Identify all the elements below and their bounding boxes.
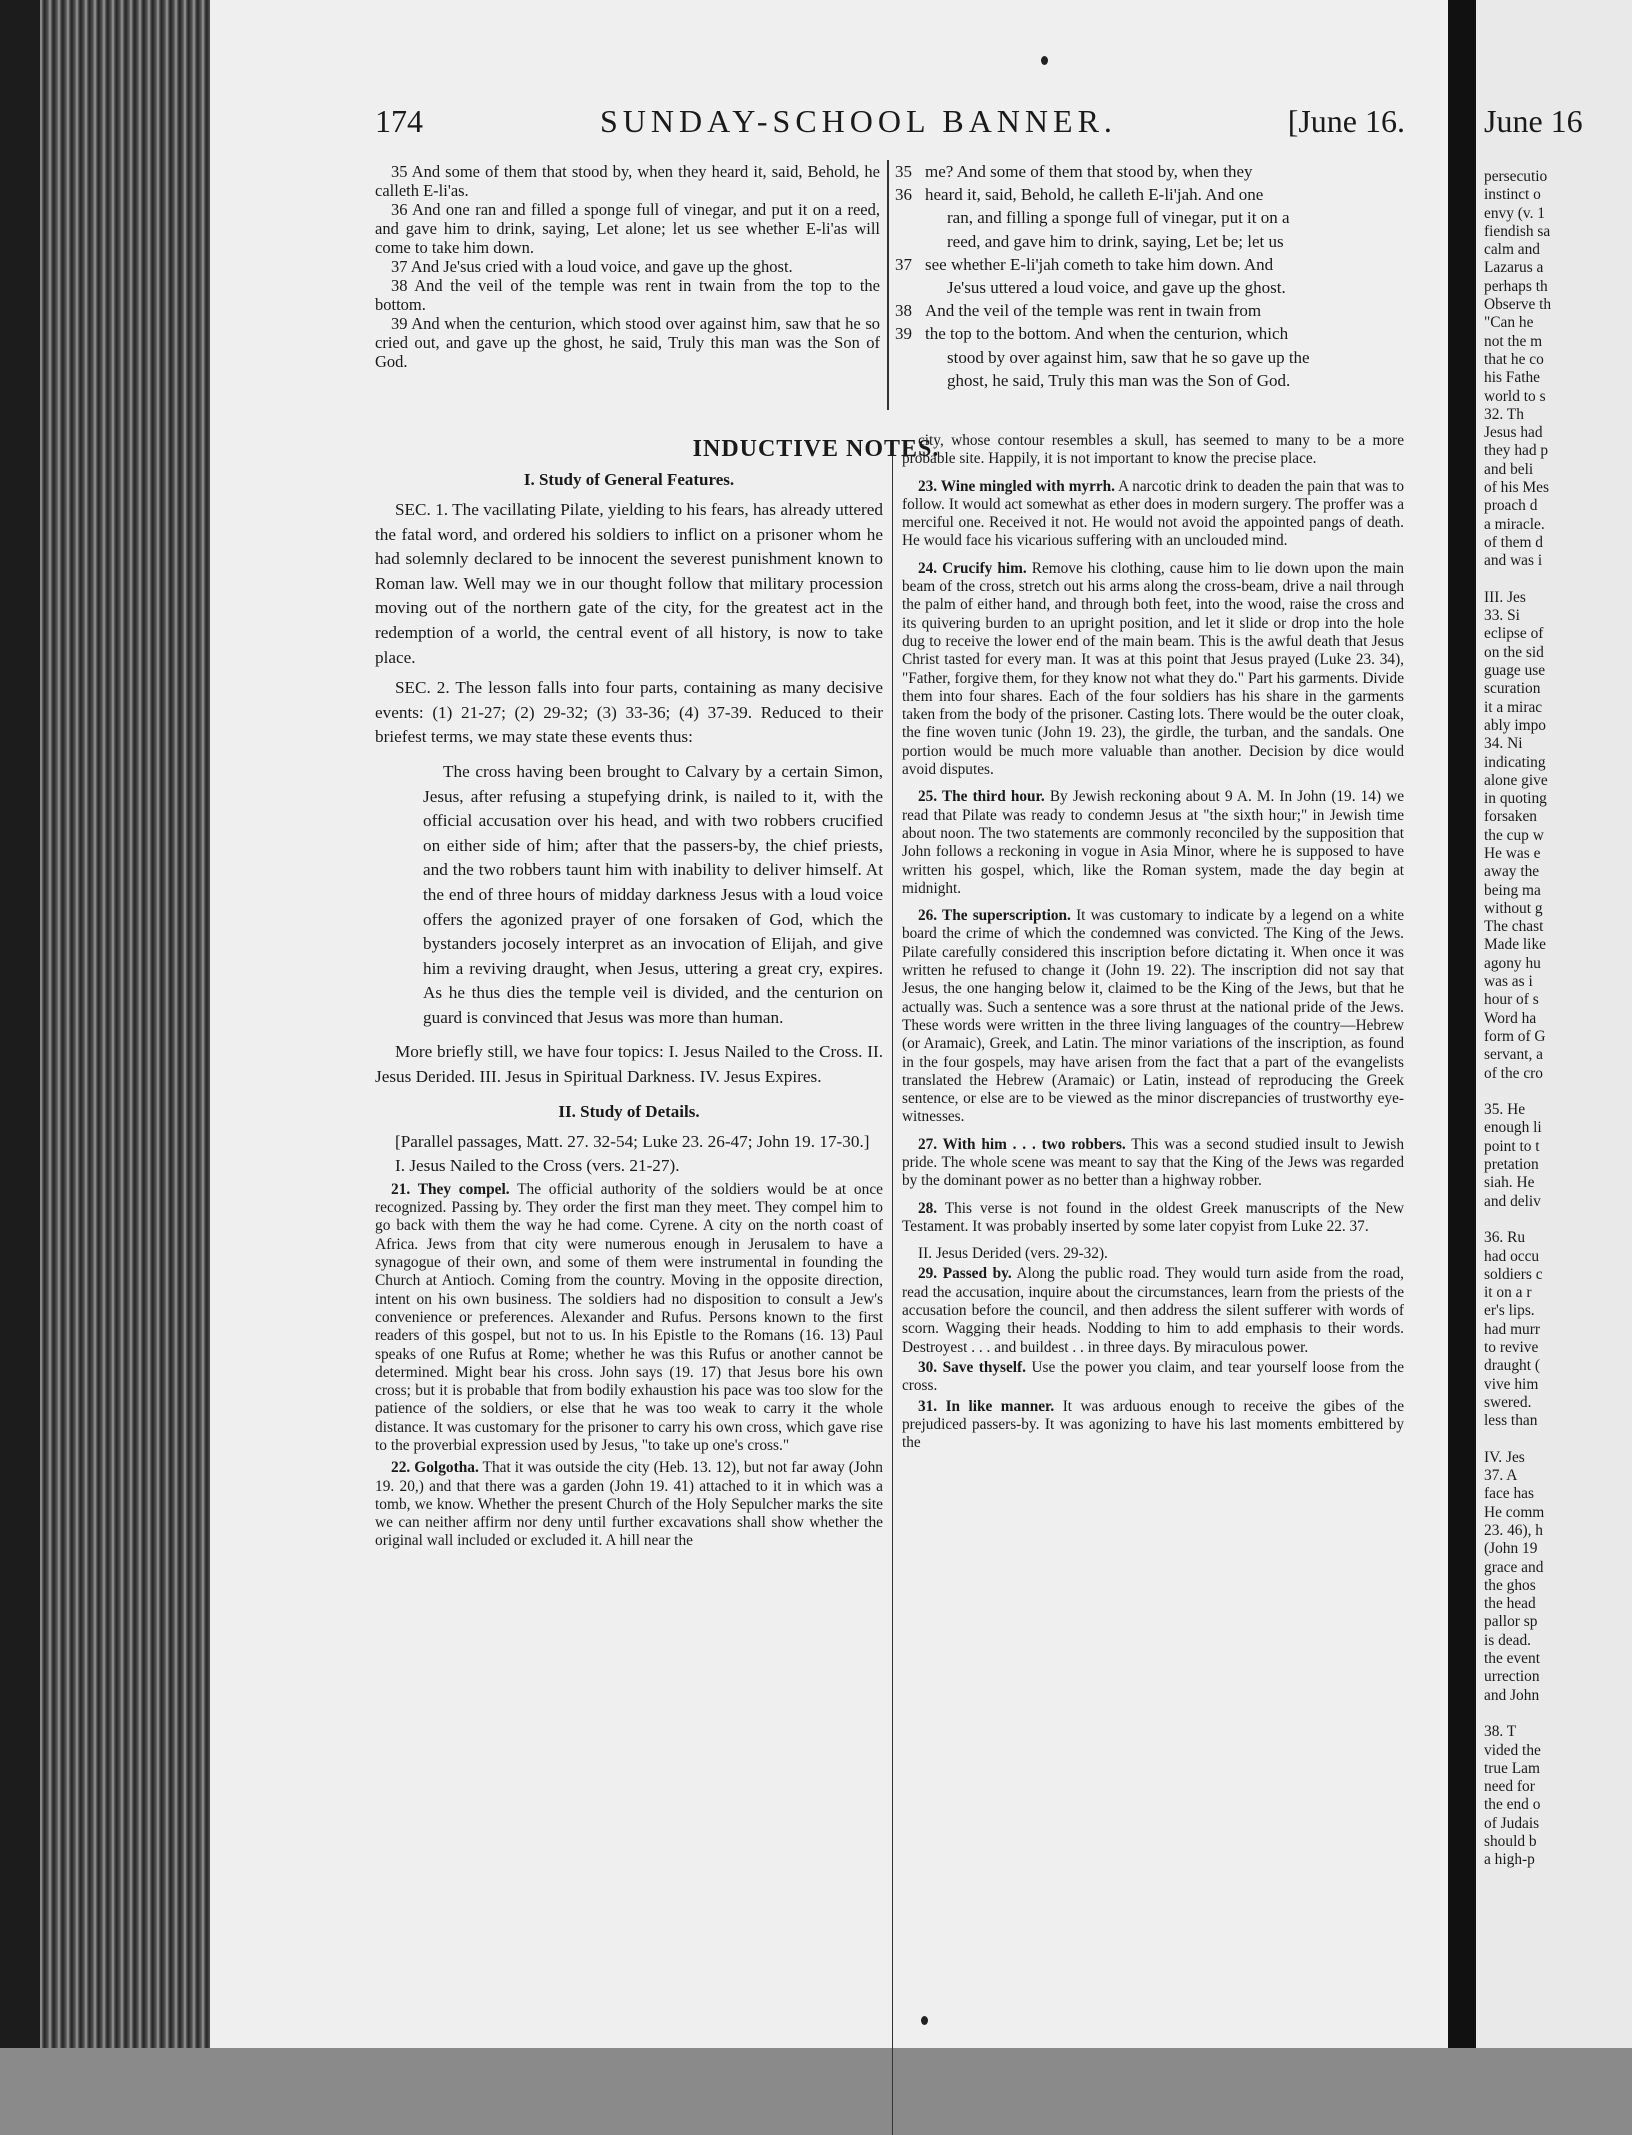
next-page-line: Word ha [1484, 1009, 1537, 1027]
next-page-line: servant, a [1484, 1046, 1543, 1064]
next-page-line: point to t [1484, 1137, 1540, 1155]
notes-right-column [902, 432, 1404, 1454]
next-page-line: guage use [1484, 662, 1546, 680]
next-page-line: indicating [1484, 753, 1546, 771]
next-page-line: 23. 46), h [1484, 1521, 1543, 1539]
next-page-line: and John [1484, 1686, 1540, 1704]
next-page-line: the cup w [1484, 826, 1544, 844]
running-head: SUNDAY-SCHOOL BANNER. [600, 103, 1117, 139]
header-date: [June 16. [1287, 103, 1405, 139]
note-26: 26. The superscription. It was customary to indicate by a legend on a white board the crime of which the condemned was convicted. The King of the Jews. Pilate carefully considered this inscription before dictating it. When once it was written he refused to change it (John 19. 22). The inscription did not say that Jesus, the one hanging below it, claimed to be the King of the Jews, but that he actually was. Such a sentence was a sore thrust at the national pride of the Jews. These words were written in the three living languages of the country—Hebrew (or Aramaic), Greek, and Latin. The minor variations of the inscription, as found in the four gospels, may have arisen from the fact that a part of the evangelists translated the Hebrew (Aramaic) or Latin, instead of reproducing the Greek sentence, or else are to be viewed as the minor discrepancies of trustworthy eye-witnesses. [902, 907, 1404, 1126]
note-28: 28. This verse is not found in the oldest Greek manuscripts of the New Testament. It was probably inserted by some later copyist from Luke 22. 37. [902, 1199, 1404, 1235]
next-page-line: calm and [1484, 241, 1540, 259]
next-page-line: should b [1484, 1833, 1537, 1851]
next-page-line: vided the [1484, 1741, 1541, 1759]
next-page-line: had murr [1484, 1320, 1540, 1338]
next-page-line: alone give [1484, 771, 1548, 789]
next-page-line: was as i [1484, 973, 1533, 991]
next-page-line: less than [1484, 1412, 1538, 1430]
column-rule [887, 160, 889, 410]
next-page-line: and beli [1484, 460, 1534, 478]
paragraph: More briefly still, we have four topics: I. Jesus Nailed to the Cross. II. Jesus Derided. III. Jesus in Spiritual Darkness. IV. Jesus Expires. [375, 1042, 883, 1087]
verse-line: 38 And the veil of the temple was rent in twain from [895, 301, 1262, 321]
next-page-line: is dead. [1484, 1631, 1532, 1649]
next-page-line: the ghos [1484, 1576, 1536, 1594]
ink-spot [1041, 56, 1048, 65]
continued-text: city, whose contour resembles a skull, has seemed to many to be a more probable site. Happily, it is not important to know the precise place. [902, 432, 1404, 468]
verse-line: 36 heard it, said, Behold, he calleth E-li'jah. And one [895, 185, 1264, 205]
next-page-line: it on a r [1484, 1284, 1532, 1302]
verse-line: reed, and gave him to drink, saying, Let be; let us [947, 231, 1284, 251]
verse: 39 And when the centurion, which stood over against him, saw that he so cried out, and gave up the ghost, he said, Truly this man was the Son of God. [375, 314, 880, 371]
next-page-line: instinct o [1484, 186, 1541, 204]
verse-line: ran, and filling a sponge full of vinegar, put it on a [947, 208, 1290, 228]
next-page-line: He comm [1484, 1503, 1545, 1521]
verse: 35 And some of them that stood by, when they heard it, said, Behold, he calleth E-li'as. [375, 162, 880, 200]
next-page-line: the head [1484, 1595, 1536, 1613]
next-page-line: a miracle. [1484, 515, 1545, 533]
verse-line: 39 the top to the bottom. And when the centurion, which [895, 324, 1289, 344]
note-22: 22. Golgotha. That it was outside the city (Heb. 13. 12), but not far away (John 19. 20,) and that there was a garden (John 19. 41) attached to it in which was a tomb, we know. Whether the present Church of the Holy Sepulcher marks the site we can neither affirm nor deny until further excavations shall show whether the original wall included or excluded it. A hill near the [375, 1459, 883, 1550]
next-page-line: the event [1484, 1650, 1540, 1668]
next-page-line: ably impo [1484, 716, 1546, 734]
next-page-line: away the [1484, 863, 1540, 881]
scripture-revised-version [895, 160, 1400, 392]
verse: 36 And one ran and filled a sponge full of vinegar, and put it on a reed, and gave him to drink, saying, Let alone; let us see whether E-li'as will come to take him down. [375, 200, 880, 257]
next-page-line: siah. He [1484, 1174, 1535, 1192]
next-page-line: true Lam [1484, 1759, 1540, 1777]
next-page-line [1484, 1083, 1632, 1101]
next-page-line [1484, 571, 1632, 589]
column-rule [892, 445, 893, 2135]
subheading: II. Jesus Derided (vers. 29-32). [918, 1245, 1108, 1263]
verse-line: 35 me? And some of them that stood by, when they [895, 162, 1253, 181]
next-page-line: and deliv [1484, 1192, 1541, 1210]
next-page-line [1484, 1211, 1632, 1229]
paragraph: SEC. 1. The vacillating Pilate, yielding to his fears, has already uttered the fatal word, and ordered his soldiers to inflict on a prisoner whom he had solemnly declared to be innocent the severest punishment known to Roman law. Well may we in our thought follow that military procession moving out of the northern gate of the city, for the greatest act in the redemption of a world, the central event of all history, is now to take place. [375, 500, 883, 667]
next-page-line: "Can he [1484, 314, 1534, 332]
summary-quote: The cross having been brought to Calvary by a certain Simon, Jesus, after refusing a stupefying drink, is nailed to it, with the official accusation over his head, and with two robbers crucified on either side of him; after that the passers-by, the chief priests, and the two robbers taunt him with inability to deliver himself. At the end of three hours of midday darkness Jesus with a loud voice offers the agonized prayer of one forsaken of God, which the bystanders jocosely interpret as an invocation of Elijah, and give him a reviving draught, when Jesus, uttering a great cry, expires. As he thus dies the temple veil is divided, and the centurion on guard is convinced that Jesus was more than human. [423, 761, 883, 1027]
next-page-line: pallor sp [1484, 1613, 1538, 1631]
next-page-line: in quoting [1484, 790, 1547, 808]
next-page-line: fiendish sa [1484, 222, 1551, 240]
next-page-line: He was e [1484, 844, 1541, 862]
note-23: 23. Wine mingled with myrrh. A narcotic drink to deaden the pain that was to follow. It would act somewhat as ether does in modern surgery. The proffer was a merciful one. Received it not. He would not avoid the appointed pangs of death. He would face his vicarious suffering with an unclouded mind. [902, 477, 1405, 550]
next-page-line: vive him [1484, 1375, 1539, 1393]
next-page-line: 33. Si [1484, 607, 1520, 625]
next-page-line: perhaps th [1484, 277, 1548, 295]
next-page-line: III. Jes [1484, 588, 1526, 606]
section-heading: II. Study of Details. [558, 1101, 700, 1121]
next-page-line: 37. A [1484, 1467, 1518, 1485]
next-page-line: 34. Ni [1484, 735, 1523, 753]
next-page-line: soldiers c [1484, 1265, 1543, 1283]
notes-left-column [375, 470, 883, 1551]
note-29: 29. Passed by. Along the public road. They would turn aside from the road, read the accusation, inquire about the circumstances, learn from the priests of the accusation before the council, and then address the silent sufferer with words of scorn. Wagging their heads. Nodding to him to add emphasis to their words. Destroyest . . . and buildest . . in three days. By miraculous power. [902, 1265, 1404, 1356]
next-page-line: without g [1484, 899, 1543, 917]
next-page-line: forsaken [1484, 808, 1537, 826]
next-page-line: 38. T [1484, 1723, 1517, 1741]
notes-heading: INDUCTIVE NOTES. [692, 436, 940, 462]
right-page-fragment [1476, 0, 1632, 2048]
note-27: 27. With him . . . two robbers. This was a second studied insult to Jewish pride. The whole scene was meant to say that the King of the Jews was regarded by the dominant power as no better than a highway robber. [902, 1135, 1405, 1190]
next-page-line: a high-p [1484, 1851, 1535, 1869]
next-page-line: grace and [1484, 1558, 1544, 1576]
next-page-header: June 16 [1484, 103, 1583, 139]
next-page-line: Jesus had [1484, 424, 1543, 442]
next-page-line [1484, 1705, 1632, 1723]
next-page-line: 35. He [1484, 1101, 1526, 1119]
verse: 38 And the veil of the temple was rent in twain from the top to the bottom. [375, 276, 880, 314]
paragraph: SEC. 2. The lesson falls into four parts, containing as many decisive events: (1) 21-27; (2) 29-32; (3) 33-36; (4) 37-39. Reduced to their briefest terms, we may state these events thus: [375, 678, 883, 747]
next-page-line: eclipse of [1484, 625, 1544, 643]
next-page-line: pretation [1484, 1156, 1539, 1174]
next-page-line: Made like [1484, 936, 1546, 954]
next-page-line: IV. Jes [1484, 1448, 1525, 1466]
verse: 37 And Je'sus cried with a loud voice, and gave up the ghost. [391, 257, 793, 276]
next-page-line: Lazarus a [1484, 259, 1544, 277]
next-page-line: (John 19 [1484, 1540, 1538, 1558]
verse-line: Je'sus uttered a loud voice, and gave up the ghost. [947, 278, 1286, 298]
verse-line: ghost, he said, Truly this man was the Son of God. [947, 370, 1291, 390]
next-page-line: and was i [1484, 552, 1543, 570]
next-page-line: urrection [1484, 1668, 1540, 1686]
next-page-line: they had p [1484, 442, 1549, 460]
verse-line: 37 see whether E-li'jah cometh to take him down. And [895, 254, 1274, 274]
next-page-line: envy (v. 1 [1484, 204, 1545, 222]
verse-line: stood by over against him, saw that he so gave up the [947, 347, 1310, 367]
note-30: 30. Save thyself. Use the power you claim, and tear yourself loose from the cross. [902, 1358, 1405, 1395]
next-page-line: of Judais [1484, 1814, 1540, 1832]
page-number: 174 [375, 103, 423, 139]
next-page-line: 36. Ru [1484, 1229, 1526, 1247]
section-heading: I. Study of General Features. [523, 470, 735, 489]
next-page-line: persecutio [1484, 168, 1548, 185]
next-page-line: form of G [1484, 1027, 1546, 1045]
book-spine-edge [0, 0, 40, 2048]
next-page-line: to revive [1484, 1339, 1539, 1356]
next-page-line: swered. [1484, 1393, 1532, 1411]
next-page-line: his Fathe [1484, 369, 1541, 387]
next-page-line: hour of s [1484, 991, 1539, 1009]
next-page-line: of the cro [1484, 1064, 1543, 1082]
next-page-line: The chast [1484, 918, 1544, 936]
next-page-line: on the sid [1484, 643, 1544, 661]
next-page-line: er's lips. [1484, 1302, 1535, 1320]
scripture-authorized-version [375, 162, 880, 371]
next-page-line: need for [1484, 1778, 1535, 1796]
next-page-line: face has [1484, 1485, 1534, 1503]
next-page-line: proach d [1484, 497, 1538, 515]
paragraph: [Parallel passages, Matt. 27. 32-54; Luke 23. 26-47; John 19. 17-30.] [395, 1131, 870, 1151]
next-page-line: world to s [1484, 387, 1546, 405]
next-page-line: not the m [1484, 332, 1543, 350]
ink-spot [921, 2016, 928, 2025]
page-header [375, 103, 1405, 147]
next-page-line [1484, 1430, 1632, 1448]
note-31: 31. In like manner. It was arduous enough to receive the gibes of the prejudiced passers-by. It was agonizing to have his last moments embittered by the [902, 1397, 1404, 1452]
page-gutter [1448, 0, 1478, 2048]
note-21: 21. They compel. The official authority of the soldiers would be at once recognized. Passing by. They order the first man they meet. They compel him to go back with them the way he had come. Cyrene. A city on the north coast of Africa. Jews from that city were numerous enough in Jerusalem to have a synagogue of their own, and some of them were instrumental in founding the Church at Antioch. Coming from the country. Moving in the opposite direction, intent on his own business. The soldiers had no disposition to consult a Jew's convenience or preferences. Alexander and Rufus. Persons known to the first readers of this gospel, but not to us. In his Epistle to the Romans (16. 13) Paul speaks of one Rufus at Rome; whether he was this Rufus or another cannot be determined. Might bear his cross. John says (19. 17) that Jesus bore his own cross; but it is probable that from bodily exhaustion his pace was too slow for the patience of the soldiers, or else that he was too weak to carry it the whole distance. It was customary for the prisoner to carry his own cross, which gave rise to the proverbial expression used by Jesus, "to take up one's cross." [375, 1180, 883, 1454]
next-page-line: of his Mes [1484, 479, 1549, 497]
next-page-line: had occu [1484, 1247, 1540, 1265]
note-24: 24. Crucify him. Remove his clothing, cause him to lie down upon the main beam of the cross, stretch out his arms along the cross-beam, drive a nail through the palm of either hand, and through both feet, into the wood, raise the cross and its quivering burden to an upright position, and let it slide or drop into the hole dug to receive the lower end of the main beam. This is the awful death that Jesus Christ tasted for every man. It was at this point that Jesus prayed (Luke 23. 34), "Father, forgive them, for they know not what they do." Part his garments. Divide them into four shares. Each of the four soldiers has his share in the garments taken from the body of the prisoner. Casting lots. There would be the outer cloak, the fine woven tunic (John 19. 23), the girdle, the turban, and the sandals. One portion would be much more valuable than another. Decision by dice would avoid disputes. [902, 559, 1404, 779]
next-page-line: scuration [1484, 680, 1541, 698]
next-page-line: agony hu [1484, 954, 1541, 972]
note-25: 25. The third hour. By Jewish reckoning about 9 A. M. In John (19. 14) we read that Pilate was ready to condemn Jesus at "the sixth hour;" in Jewish time about noon. The two statements are commonly reconciled by the supposition that John follows a reckoning in vogue in Asia Minor, where he is supposed to have written his gospel, which, like the Roman system, made the day begin at midnight. [902, 788, 1404, 897]
next-page-line: that he co [1484, 350, 1544, 368]
next-page-line: draught ( [1484, 1357, 1540, 1375]
next-page-line: it a mirac [1484, 698, 1543, 716]
next-page-line: Observe th [1484, 296, 1552, 314]
next-page-line: enough li [1484, 1119, 1542, 1137]
subheading: I. Jesus Nailed to the Cross (vers. 21-27). [395, 1156, 680, 1176]
next-page-line: 32. Th [1484, 405, 1524, 423]
next-page-line: being ma [1484, 881, 1541, 899]
next-page-text [1484, 168, 1632, 1870]
next-page-line: of them d [1484, 533, 1543, 551]
next-page-line: the end o [1484, 1796, 1541, 1814]
